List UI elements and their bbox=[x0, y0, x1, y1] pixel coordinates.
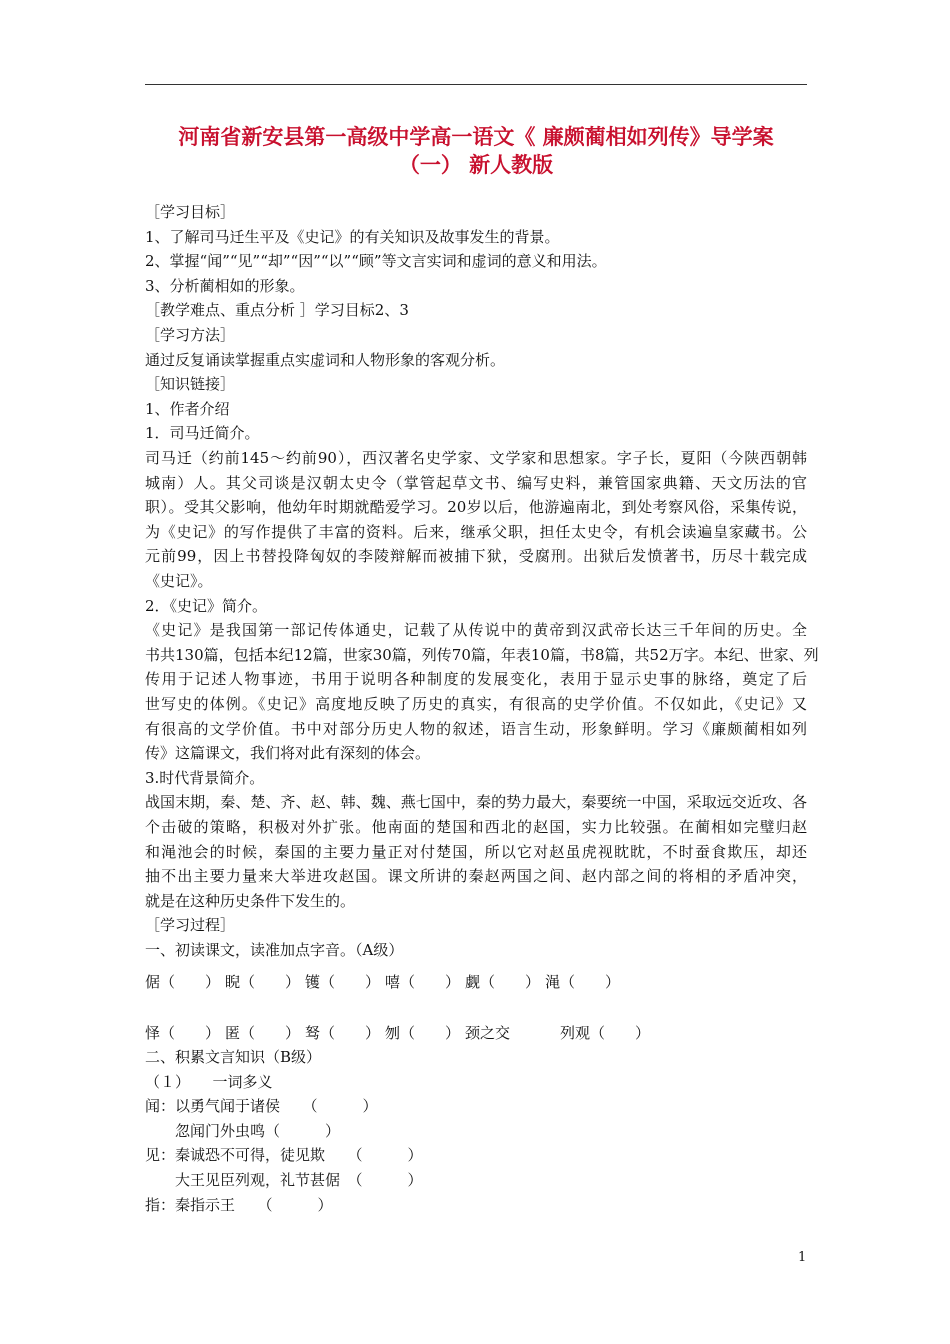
text-line: 元前99，因上书替投降匈奴的李陵辩解而被捕下狱，受腐刑。出狱后发愤著书，历尽十载完成 bbox=[145, 547, 807, 566]
pinyin-item: 匿（ ） bbox=[225, 1024, 301, 1042]
text-line: 指：秦指示王 （ ） bbox=[145, 1195, 333, 1214]
text-line: 通过反复诵读掌握重点实虚词和人物形象的客观分析。 bbox=[145, 350, 506, 369]
text-line: 职）。受其父影响，他幼年时期就酷爱学习。20岁以后，他游遍南北，到处考察风俗，采集传说， bbox=[145, 498, 807, 517]
pinyin-item: 列观（ ） bbox=[560, 1024, 651, 1042]
text-line: 《史记》是我国第一部记传体通史，记载了从传说中的黄帝到汉武帝长达三千年间的历史。全 bbox=[145, 621, 807, 640]
text-line: 有很高的文学价值。书中对部分历史人物的叙述，语言生动，形象鲜明。学习《廉颇蔺相如列 bbox=[145, 719, 807, 738]
text-line: ［学习目标］ bbox=[145, 203, 236, 221]
text-line: 2．《史记》简介。 bbox=[145, 596, 268, 615]
header-rule bbox=[145, 84, 807, 85]
text-line: 1、了解司马迁生平及《史记》的有关知识及故事发生的背景。 bbox=[145, 227, 560, 246]
text-line: 个击破的策略，积极对外扩张。他南面的楚国和西北的赵国，实力比较强。在蔺相如完璧归赵 bbox=[145, 818, 807, 836]
text-line: 《史记》。 bbox=[145, 572, 213, 590]
text-line: 书共130篇，包括本纪12篇，世家30篇，列传70篇，年表10篇，书8篇，共52万字。本纪、世家、列 bbox=[145, 645, 819, 664]
pinyin-item: 觑（ ） bbox=[465, 973, 541, 991]
text-line: （１） 一词多义 bbox=[145, 1072, 273, 1091]
text-line: 世写史的体例。《史记》高度地反映了历史的真实，有很高的史学价值。不仅如此，《史记》又 bbox=[145, 695, 807, 713]
text-line: 司马迁（约前145～约前90），西汉著名史学家、文学家和思想家。字子长，夏阳（今陕西朝韩 bbox=[145, 449, 807, 467]
text-line: 1、作者介绍 bbox=[145, 399, 230, 418]
text-line: 二、积累文言知识（B级） bbox=[145, 1048, 322, 1066]
pinyin-item: 刎（ ） bbox=[385, 1024, 461, 1042]
doc-title-line1: 河南省新安县第一高级中学高一语文《 廉颇蔺相如列传》导学案 bbox=[178, 125, 774, 149]
text-line: 见：秦诚恐不可得，徒见欺 （ ） bbox=[145, 1146, 423, 1165]
text-line: ［学习过程］ bbox=[145, 916, 236, 935]
pinyin-item: 睨（ ） bbox=[225, 973, 301, 991]
text-line: 闻：以勇气闻于诸侯 （ ） bbox=[145, 1097, 378, 1116]
pinyin-item: 渑（ ） bbox=[545, 973, 621, 991]
text-line: 为《史记》的写作提供了丰富的资料。后来，继承父职，担任太史令，有机会读遍皇家藏书。公 bbox=[145, 522, 807, 541]
text-line: 就是在这种历史条件下发生的。 bbox=[145, 891, 356, 910]
text-line: ［知识链接］ bbox=[145, 375, 236, 394]
text-line: 忽闻门外虫鸣（ ） bbox=[145, 1121, 341, 1140]
text-line: 和渑池会的时候，秦国的主要力量正对付楚国，所以它对赵虽虎视眈眈，不时蚕食欺压，却还 bbox=[145, 842, 807, 861]
text-line: 3、分析蔺相如的形象。 bbox=[145, 276, 305, 295]
doc-title-line2: （一） 新人教版 bbox=[398, 153, 554, 177]
text-line: ［教学难点、重点分析 ］学习目标2、3 bbox=[145, 301, 409, 320]
text-line: 战国末期，秦、楚、齐、赵、韩、魏、燕七国中，秦的势力最大，秦要统一中国，采取远交近攻、各 bbox=[145, 793, 807, 812]
pinyin-item: 倨（ ） bbox=[145, 973, 221, 991]
text-line: 传用于记述人物事迹，书用于说明各种制度的发展变化，表用于显示史事的脉络，奠定了后 bbox=[145, 670, 807, 689]
text-line: 1．司马迁简介。 bbox=[145, 424, 260, 443]
text-line: 一、初读课文，读准加点字音。（A级） bbox=[145, 941, 404, 959]
text-line: 城南）人。其父司谈是汉朝太史令（掌管起草文书、编写史料，兼管国家典籍、天文历法的官 bbox=[145, 473, 807, 492]
text-line: ［学习方法］ bbox=[145, 326, 236, 344]
text-line: 3.时代背景简介。 bbox=[145, 768, 265, 787]
text-line: 2、掌握“闻”“见”“却”“因”“以”“顾”等文言实词和虚词的意义和用法。 bbox=[145, 252, 607, 271]
text-line: 传》这篇课文，我们将对此有深刻的体会。 bbox=[145, 744, 431, 763]
pinyin-item: 颈之交 bbox=[465, 1024, 511, 1042]
pinyin-item: 嘻（ ） bbox=[385, 973, 461, 991]
pinyin-item: 镬（ ） bbox=[305, 973, 381, 991]
text-line: 大王见臣列观，礼节甚倨 （ ） bbox=[145, 1171, 423, 1189]
pinyin-item: 驽（ ） bbox=[305, 1024, 381, 1042]
pinyin-item: 怿（ ） bbox=[145, 1024, 221, 1042]
text-line: 抽不出主要力量来大举进攻赵国。课文所讲的秦赵两国之间、赵内部之间的将相的矛盾冲突， bbox=[145, 867, 807, 886]
page-number: 1 bbox=[798, 1250, 807, 1265]
